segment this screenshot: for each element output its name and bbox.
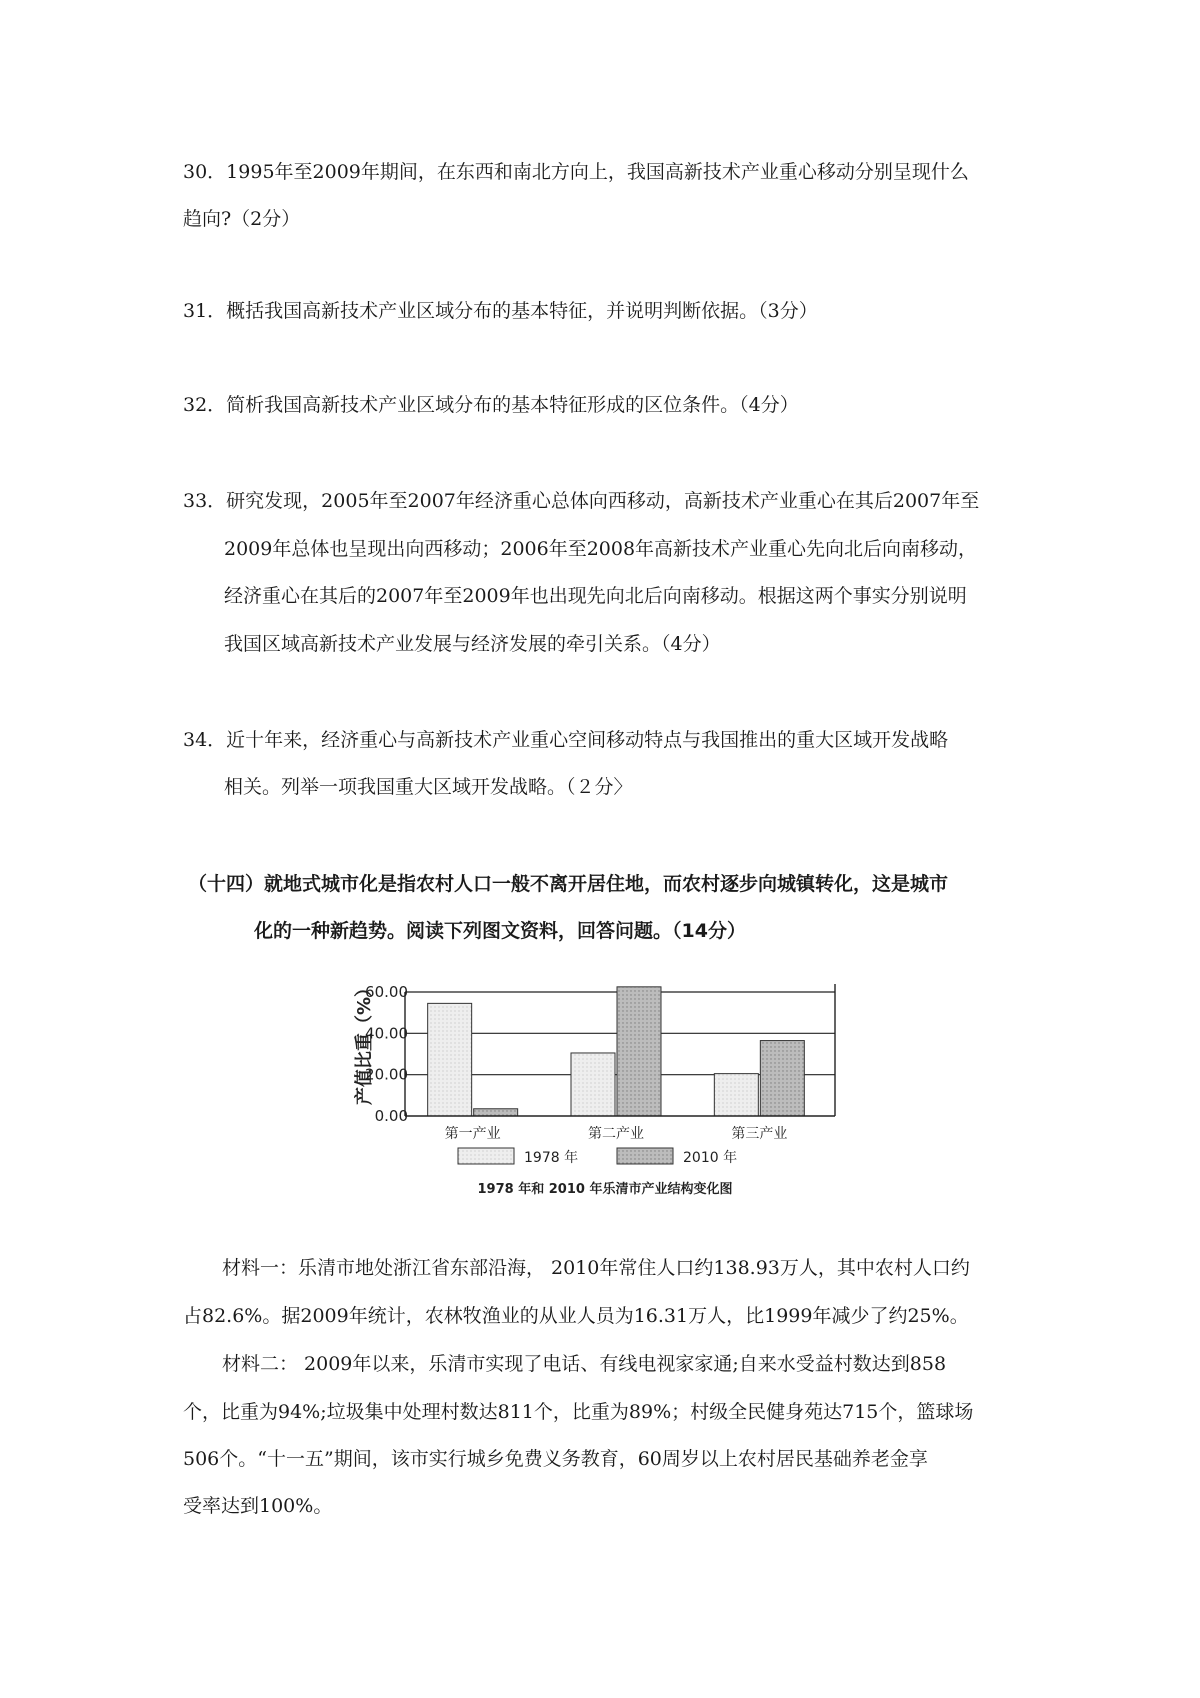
question-33-line-1: 33．研究发现，2005年至2007年经济重心总体向西移动，高新技术产业重心在其后2007年至 <box>183 490 980 512</box>
chart-bars <box>428 987 805 1116</box>
x-tick-label: 第二产业 <box>588 1126 644 1142</box>
bar-2010-1 <box>474 1109 518 1116</box>
material-2-line-1: 材料二： 2009年以来，乐清市实现了电话、有线电视家家通;自来水受益村数达到858 <box>222 1353 947 1375</box>
material-2-line-4: 受率达到100%。 <box>183 1495 333 1517</box>
material-2-line-2: 个，比重为94%;垃圾集中处理村数达811个，比重为89%；村级全民健身苑达715个，篮球场 <box>183 1401 974 1423</box>
question-33-line-2: 2009年总体也呈现出向西移动；2006年至2008年高新技术产业重心先向北后向南移动， <box>224 538 978 560</box>
x-tick-label: 第三产业 <box>731 1126 788 1142</box>
bar-1978-3 <box>714 1074 758 1116</box>
chart-legend <box>458 1148 737 1166</box>
section-14-line-2: 化的一种新趋势。阅读下列图文资料，回答问题。（14分） <box>254 920 746 942</box>
bar-1978-1 <box>428 1003 472 1116</box>
legend-label-2: 2010 年 <box>683 1150 738 1166</box>
legend-swatch-1 <box>458 1148 514 1164</box>
chart-y-axis-label: 产值比重（%） <box>354 978 375 1106</box>
question-30-line-1: 30．1995年至2009年期间，在东西和南北方向上，我国高新技术产业重心移动分别呈现什么 <box>183 161 969 183</box>
question-33-line-4: 我国区域高新技术产业发展与经济发展的牵引关系。（4分） <box>224 633 721 655</box>
x-tick-label: 第一产业 <box>444 1126 501 1142</box>
question-30-line-2: 趋向?（2分） <box>183 208 301 230</box>
material-2-line-3: 506个。“十一五”期间，该市实行城乡免费义务教育，60周岁以上农村居民基础养老金享 <box>183 1448 928 1470</box>
material-1-line-2: 占82.6%。据2009年统计，农林牧渔业的从业人员为16.31万人，比1999年减少了约25%。 <box>183 1305 969 1327</box>
y-tick-label: 40.00 <box>365 1024 408 1043</box>
bar-1978-2 <box>571 1053 615 1116</box>
y-tick-label: 60.00 <box>365 983 408 1001</box>
question-31: 31．概括我国高新技术产业区域分布的基本特征，并说明判断依据。（3分） <box>183 300 818 322</box>
legend-label-1: 1978 年 <box>524 1150 579 1166</box>
question-33-line-3: 经济重心在其后的2007年至2009年也出现先向北后向南移动。根据这两个事实分别说明 <box>224 585 967 607</box>
chart-title: 1978 年和 2010 年乐清市产业结构变化图 <box>477 1182 733 1197</box>
section-14-line-1: （十四）就地式城市化是指农村人口一般不离开居住地，而农村逐步向城镇转化，这是城市 <box>188 873 949 895</box>
question-34-line-1: 34．近十年来，经济重心与高新技术产业重心空间移动特点与我国推出的重大区域开发战略 <box>183 729 949 751</box>
y-tick-label: 0.00 <box>374 1107 408 1125</box>
bar-2010-2 <box>617 987 661 1116</box>
industry-structure-chart <box>350 970 930 1210</box>
question-32: 32．简析我国高新技术产业区域分布的基本特征形成的区位条件。（4分） <box>183 394 799 416</box>
legend-swatch-2 <box>617 1148 673 1164</box>
material-1-line-1: 材料一：乐清市地处浙江省东部沿海， 2010年常住人口约138.93万人，其中农村人口约 <box>222 1257 970 1279</box>
bar-2010-3 <box>760 1041 804 1116</box>
question-34-line-2: 相关。列举一项我国重大区域开发战略。（２分〉 <box>224 776 633 798</box>
y-tick-label: 20.00 <box>365 1065 408 1084</box>
